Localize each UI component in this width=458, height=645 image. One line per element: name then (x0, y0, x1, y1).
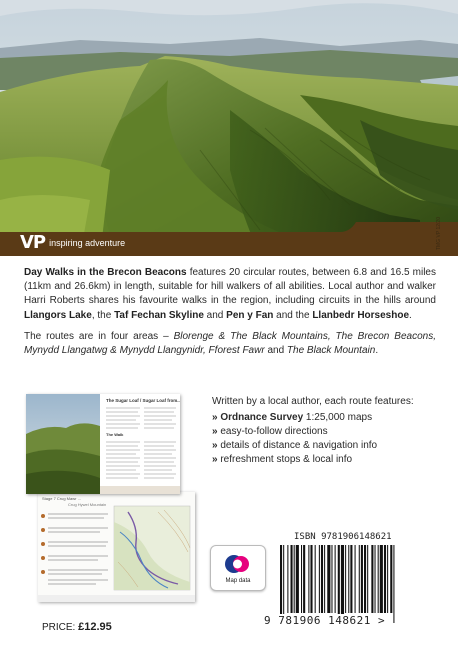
route-features (212, 395, 442, 467)
book-title: Day Walks in the Brecon Beacons (24, 267, 187, 278)
barcode-bar (319, 545, 320, 613)
barcode-bar (335, 545, 336, 613)
barcode-bar (303, 545, 305, 613)
isbn-text: ISBN 9781906148621 (294, 532, 392, 542)
barcode-bar (310, 545, 312, 613)
price: PRICE: £12.95 (42, 621, 112, 633)
description-paragraph-2: The routes are in four areas – Blorenge & The Black Mountains, The Brecon Beacons, Mynydd Llangatwg & Mynydd Llangynidr, Fforest Fawr and The Black Mountain. (24, 330, 436, 357)
route-page (26, 394, 180, 494)
barcode-bar (380, 545, 383, 613)
price-value: £12.95 (78, 621, 112, 633)
map-data-label: Map data (225, 578, 251, 584)
barcode-bar (324, 545, 325, 613)
vp-logo: VP (20, 232, 46, 253)
barcode-bar (390, 545, 392, 613)
barcode-digits: 9 781906 148621 > (264, 614, 386, 627)
barcode-bar (291, 545, 293, 613)
feature-item: » refreshment stops & local info (212, 454, 353, 465)
inner-pages-preview (26, 394, 196, 604)
barcode-bar (296, 545, 299, 613)
feature-item: » details of distance & navigation info (212, 440, 378, 451)
barcode-bar (361, 545, 363, 613)
barcode-bar (287, 545, 288, 613)
map-page-heading: Stage 7 Crug Mawr ... (42, 496, 81, 501)
barcode-bar (350, 545, 352, 613)
map-page (38, 492, 195, 602)
barcode-bar (301, 545, 302, 613)
cover-photo (0, 0, 458, 256)
barcode-bar (294, 545, 295, 613)
barcode-bar (375, 545, 376, 613)
barcode-bar (355, 545, 356, 613)
barcode-bar (345, 545, 346, 613)
product-code: TMG VP 12/20 (436, 217, 442, 250)
book-description (24, 266, 436, 365)
barcode-bar (331, 545, 332, 613)
barcode-bar (378, 545, 379, 613)
barcode-bar (387, 545, 388, 613)
barcode-bar (327, 545, 330, 613)
route-page-section-heading: The Walk (106, 432, 124, 437)
barcode-bar (359, 545, 360, 613)
barcode-bar (371, 545, 373, 613)
barcode-bar (393, 545, 394, 623)
description-paragraph-1: Day Walks in the Brecon Beacons features 20 circular routes, between 6.8 and 16.5 miles (11km and 26.6km) in length, suitable for hill walkers of all abilities. Local author and walker Harri Roberts shares his favourite walks in the region, including circuits in the hills around Llangors Lake, the Taf Fechan Skyline and Pen y Fan and the Llanbedr Horseshoe. (24, 267, 436, 321)
barcode-bar (338, 545, 340, 623)
barcode-bar (315, 545, 316, 613)
feature-item: » Ordnance Survey 1:25,000 maps (212, 412, 373, 423)
os-map-data-badge (210, 545, 266, 591)
barcode-bar (364, 545, 366, 613)
barcode-bar (283, 545, 284, 623)
barcode-bar (280, 545, 282, 623)
feature-item: » easy-to-follow directions (212, 426, 328, 437)
route-page-title: The Sugar Loaf / Sugar Loaf from... (106, 398, 180, 403)
barcode-bar (367, 545, 368, 613)
barcode-bar (348, 545, 349, 613)
features-intro: Written by a local author, each route features: (212, 396, 414, 407)
barcode-bar (384, 545, 386, 613)
publisher-tagline: inspiring adventure (49, 237, 126, 248)
ordnance-survey-icon (224, 551, 250, 577)
barcode-bar (308, 545, 309, 613)
barcode-bar (341, 545, 344, 623)
publisher-logo (20, 232, 125, 253)
map-page-subheading: Crug Hywel Mountain (68, 502, 107, 507)
barcode-bar (321, 545, 323, 613)
